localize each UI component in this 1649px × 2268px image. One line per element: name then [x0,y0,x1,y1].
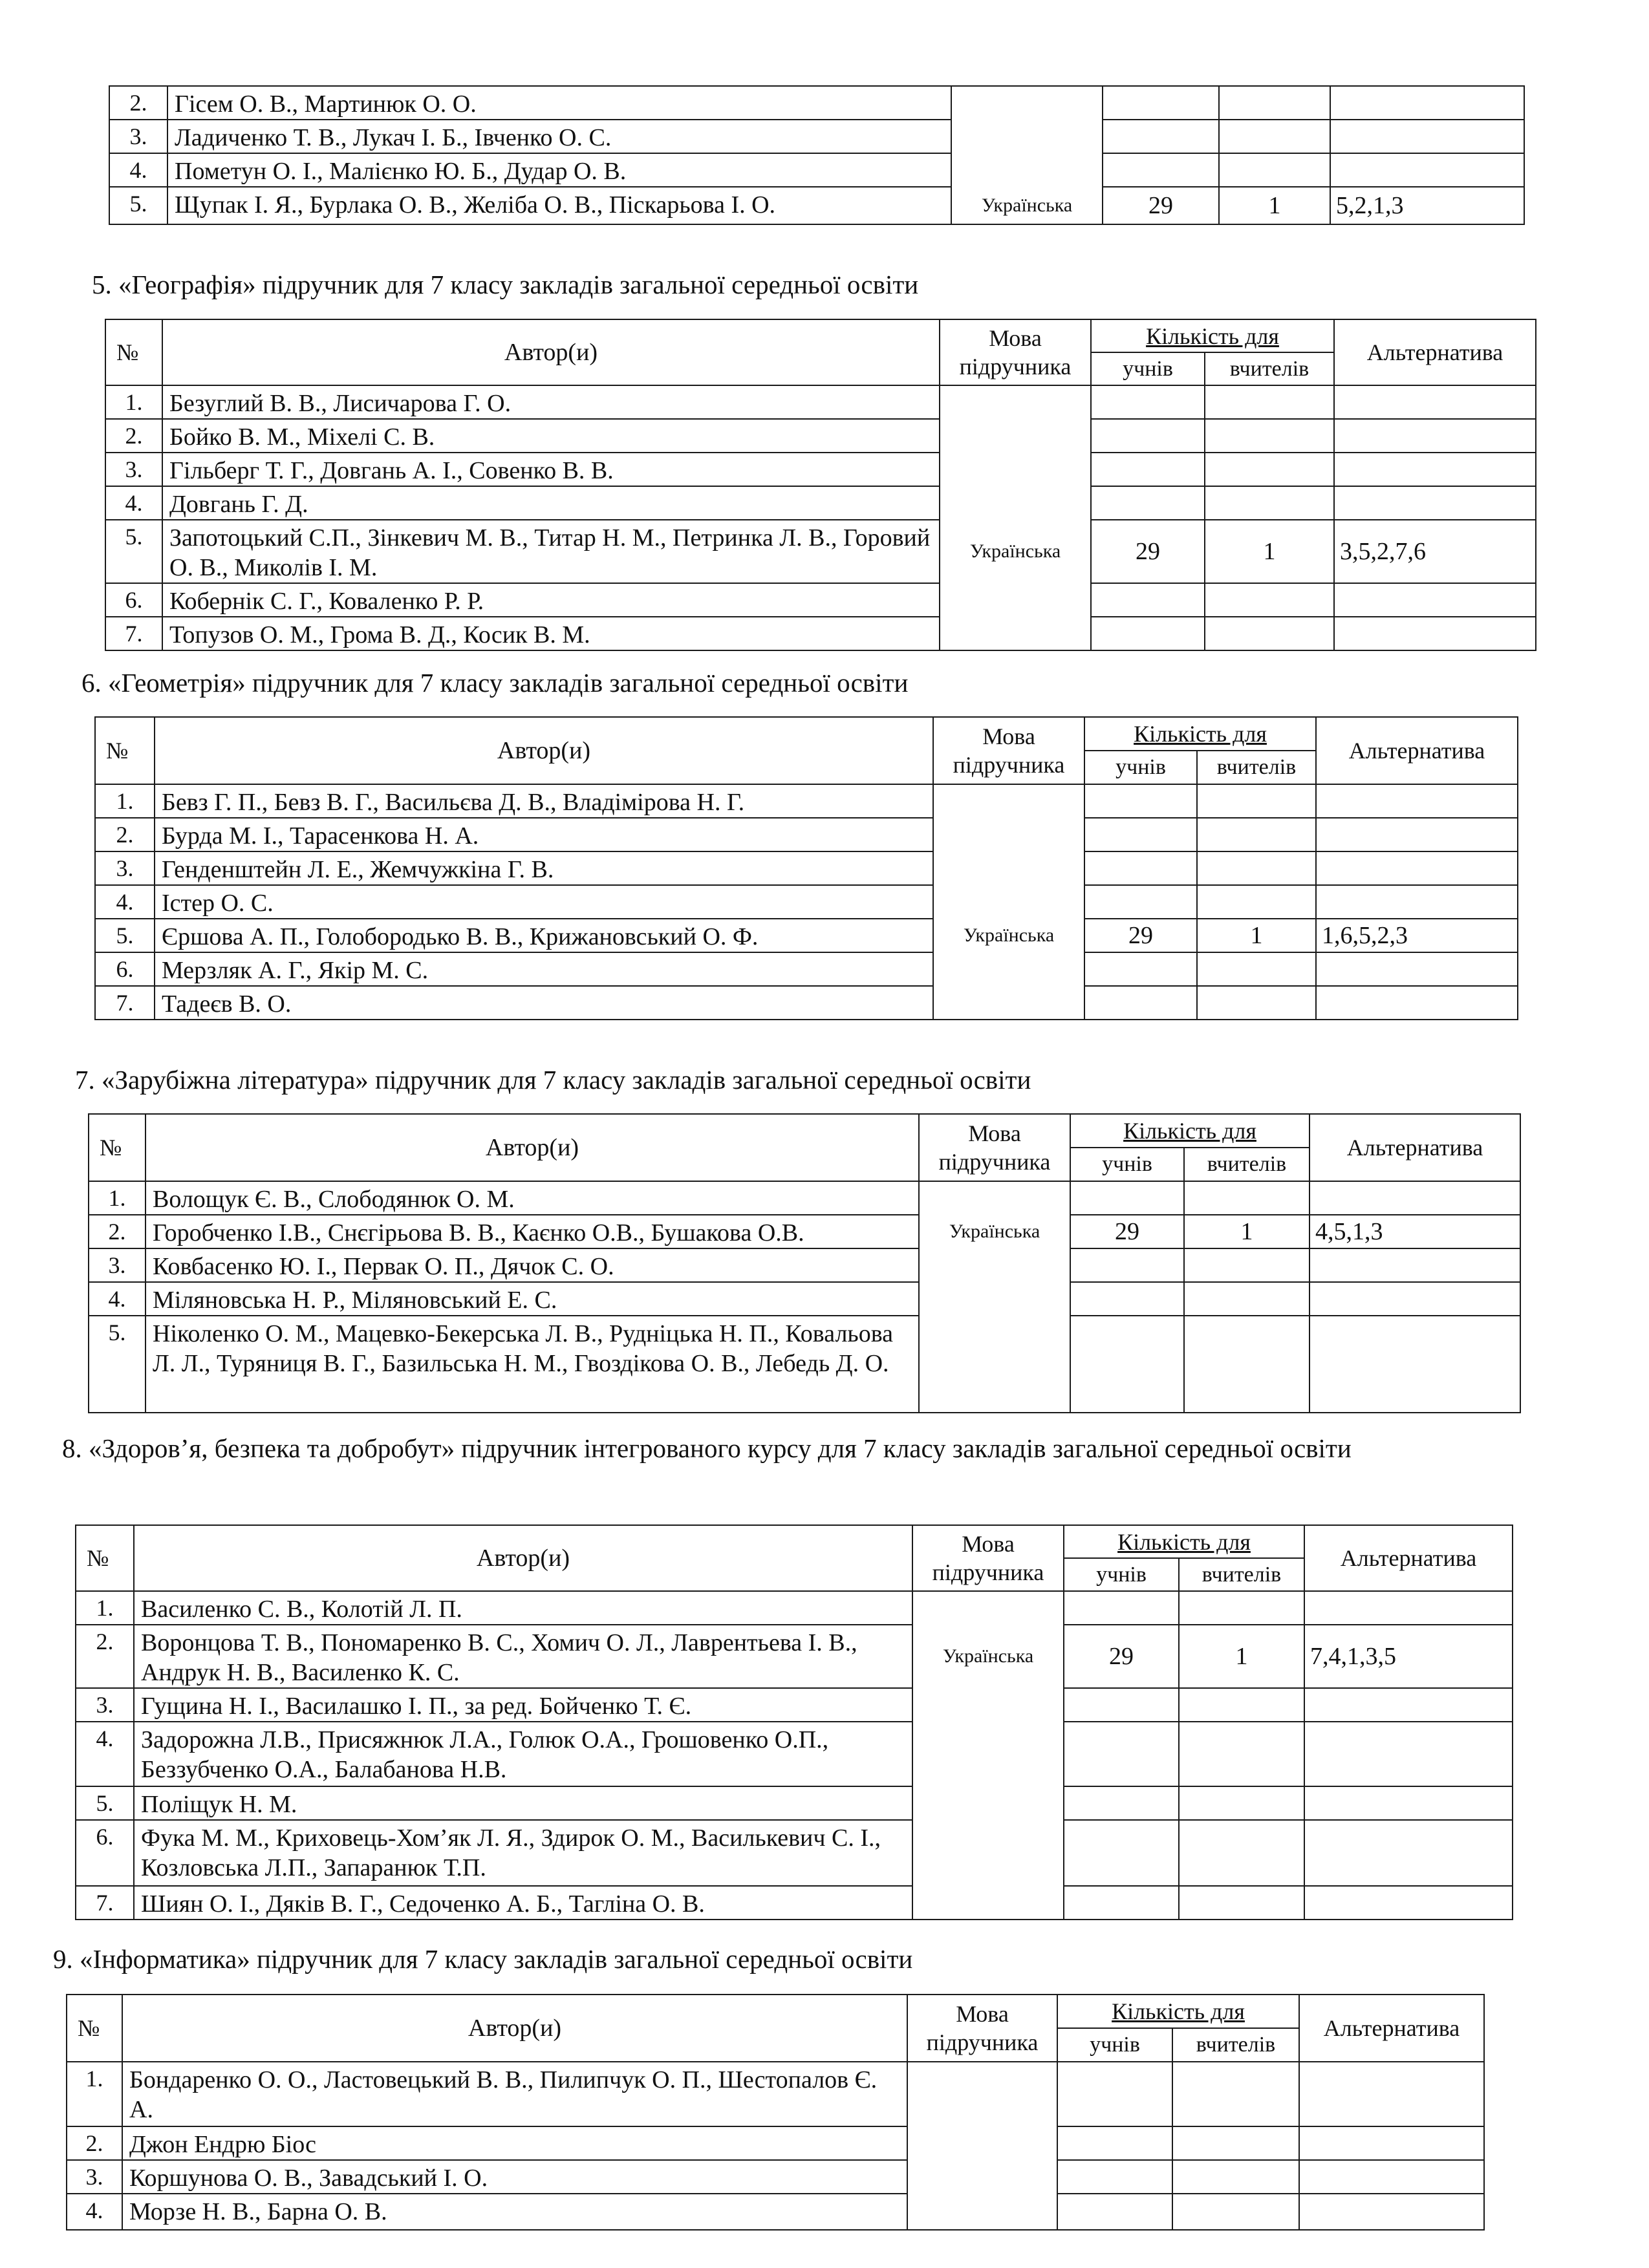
row-number: 4. [95,885,155,919]
pupils-cell [1057,2126,1172,2160]
row-number: 2. [67,2126,122,2160]
author-cell: Шиян О. І., Дяків В. Г., Седоченко А. Б., Тагліна О. В. [134,1886,912,1920]
alternative-cell [1330,153,1524,187]
teachers-cell [1184,1248,1310,1282]
language-cell: Українська [919,1215,1070,1248]
alternative-cell [1334,419,1536,453]
author-cell: Тадеєв В. О. [155,986,933,1020]
teachers-cell [1197,784,1316,818]
table-row [67,2160,1484,2194]
row-number: 1. [67,2062,122,2126]
teachers-cell [1184,1316,1310,1413]
table-row [105,453,1536,486]
row-number: 7. [105,617,162,650]
teachers-cell [1219,153,1330,187]
alternative-cell [1334,617,1536,650]
author-cell: Гісем О. В., Мартинюк О. О. [167,86,951,120]
language-cell [912,1722,1064,1786]
pupils-cell [1070,1248,1184,1282]
header-count: Кількість для [1070,1114,1310,1148]
header-alternative: Альтернатива [1334,319,1536,385]
table-row [95,952,1518,986]
pupils-cell: 29 [1070,1215,1184,1248]
table-row [95,919,1518,952]
header-author: Автор(и) [162,319,940,385]
language-cell: Українська [933,919,1084,952]
pupils-cell [1091,385,1205,419]
header-language: Мова підручника [912,1525,1064,1591]
author-cell: Бондаренко О. О., Ластовецький В. В., Пилипчук О. П., Шестопалов Є. А. [122,2062,907,2126]
header-pupils: учнів [1070,1148,1184,1181]
language-cell [907,2194,1057,2230]
alternative-cell [1304,1722,1513,1786]
language-cell [907,2126,1057,2160]
header-teachers: вчителів [1197,751,1316,784]
pupils-cell [1091,453,1205,486]
teachers-cell [1179,1820,1304,1886]
alternative-cell [1299,2160,1484,2194]
row-number: 4. [89,1282,146,1316]
table-row [89,1282,1520,1316]
author-cell: Мерзляк А. Г., Якір М. С. [155,952,933,986]
language-cell [912,1591,1064,1625]
header-count: Кількість для [1064,1525,1304,1558]
table-row [109,153,1524,187]
language-cell [933,952,1084,986]
header-row [67,1995,1484,2028]
author-cell: Ніколенко О. М., Мацевко-Бекерська Л. В., Рудніцька Н. П., Ковальова Л. Л., Туряниця В. Г., Базильська Н. М., Гвоздікова О. В., Лебедь Д. О. [146,1316,919,1413]
table-row [67,2126,1484,2160]
alternative-cell: 3,5,2,7,6 [1334,520,1536,583]
header-count: Кількість для [1091,319,1334,352]
table-row [67,2062,1484,2126]
pupils-cell [1103,86,1219,120]
author-cell: Джон Ендрю Біос [122,2126,907,2160]
teachers-cell [1172,2160,1299,2194]
header-author: Автор(и) [134,1525,912,1591]
section-title: 7. «Зарубіжна література» підручник для 7 класу закладів загальної середньої освіти [75,1065,1031,1095]
row-number: 2. [89,1215,146,1248]
header-alternative: Альтернатива [1310,1114,1520,1181]
table-row [105,520,1536,583]
pupils-cell [1084,818,1197,851]
author-cell: Щупак І. Я., Бурлака О. В., Желіба О. В., Піскарьова І. О. [167,187,951,224]
alternative-cell [1334,583,1536,617]
teachers-cell [1197,952,1316,986]
teachers-cell [1184,1282,1310,1316]
header-row [95,717,1518,751]
table-row [76,1688,1513,1722]
textbook-table [105,319,1536,651]
teachers-cell [1197,851,1316,885]
teachers-cell [1197,818,1316,851]
row-number: 5. [109,187,167,224]
pupils-cell [1064,1820,1179,1886]
alternative-cell: 5,2,1,3 [1330,187,1524,224]
pupils-cell [1057,2062,1172,2126]
row-number: 5. [89,1316,146,1413]
alternative-cell [1304,1886,1513,1920]
language-cell [907,2160,1057,2194]
pupils-cell [1091,486,1205,520]
language-cell [919,1181,1070,1215]
alternative-cell [1316,818,1518,851]
table-row [76,1786,1513,1820]
teachers-cell [1179,1591,1304,1625]
textbook-table [75,1524,1513,1920]
row-number: 7. [76,1886,134,1920]
header-num: № [105,319,162,385]
pupils-cell [1091,583,1205,617]
table-row [89,1248,1520,1282]
language-cell [919,1282,1070,1316]
language-cell [940,583,1091,617]
table-row [109,187,1524,224]
row-number: 5. [76,1786,134,1820]
author-cell: Поліщук Н. М. [134,1786,912,1820]
language-cell [907,2062,1057,2126]
table-row [89,1181,1520,1215]
alternative-cell [1310,1316,1520,1413]
table-row [105,583,1536,617]
header-num: № [67,1995,122,2062]
teachers-cell [1197,986,1316,1020]
table-row [76,1722,1513,1786]
alternative-cell [1304,1820,1513,1886]
table-row [76,1625,1513,1688]
row-number: 3. [76,1688,134,1722]
language-cell [940,486,1091,520]
alternative-cell [1316,952,1518,986]
language-cell: Українська [951,187,1103,224]
header-row [89,1114,1520,1148]
table-row [76,1886,1513,1920]
table-row [76,1591,1513,1625]
teachers-cell [1172,2194,1299,2230]
author-cell: Ковбасенко Ю. І., Первак О. П., Дячок С. О. [146,1248,919,1282]
row-number: 2. [76,1625,134,1688]
table-row [95,885,1518,919]
row-number: 1. [95,784,155,818]
table-row [95,818,1518,851]
language-cell: Українська [940,520,1091,583]
author-cell: Волощук Є. В., Слободянюк О. М. [146,1181,919,1215]
header-author: Автор(и) [155,717,933,784]
author-cell: Горобченко І.В., Снєгірьова В. В., Каєнко О.В., Бушакова О.В. [146,1215,919,1248]
header-author: Автор(и) [122,1995,907,2062]
table-row [89,1316,1520,1413]
author-cell: Ладиченко Т. В., Лукач І. Б., Івченко О. С. [167,120,951,153]
author-cell: Топузов О. М., Грома В. Д., Косик В. М. [162,617,940,650]
author-cell: Єршова А. П., Голобородько В. В., Крижановський О. Ф. [155,919,933,952]
author-cell: Гущина Н. І., Василашко І. П., за ред. Бойченко Т. Є. [134,1688,912,1722]
language-cell [912,1820,1064,1886]
teachers-cell [1179,1688,1304,1722]
language-cell [933,986,1084,1020]
author-cell: Кобернік С. Г., Коваленко Р. Р. [162,583,940,617]
pupils-cell [1084,784,1197,818]
table-row [105,419,1536,453]
pupils-cell [1091,617,1205,650]
header-pupils: учнів [1091,352,1205,385]
row-number: 2. [105,419,162,453]
header-teachers: вчителів [1172,2028,1299,2062]
pupils-cell [1064,1688,1179,1722]
table-row [95,986,1518,1020]
row-number: 3. [105,453,162,486]
row-number: 4. [76,1722,134,1786]
row-number: 3. [67,2160,122,2194]
teachers-cell: 1 [1184,1215,1310,1248]
alternative-cell [1310,1181,1520,1215]
language-cell [951,86,1103,120]
teachers-cell: 1 [1205,520,1334,583]
section-title: 8. «Здоров’я, безпека та добробут» підручник інтегрованого курсу для 7 класу закладів загальної середньої освіти [62,1433,1352,1463]
author-cell: Бевз Г. П., Бевз В. Г., Васильєва Д. В., Владімірова Н. Г. [155,784,933,818]
row-number: 4. [67,2194,122,2230]
language-cell [951,120,1103,153]
alternative-cell [1334,385,1536,419]
alternative-cell [1310,1282,1520,1316]
teachers-cell: 1 [1179,1625,1304,1688]
pupils-cell [1064,1886,1179,1920]
language-cell [933,885,1084,919]
header-teachers: вчителів [1205,352,1334,385]
row-number: 3. [95,851,155,885]
row-number: 2. [109,86,167,120]
author-cell: Василенко С. В., Колотій Л. П. [134,1591,912,1625]
author-cell: Фука М. М., Криховець-Хом’як Л. Я., Здирок О. М., Василькевич С. І., Козловська Л.П., Запаранюк Т.П. [134,1820,912,1886]
section-title: 5. «Географія» підручник для 7 класу закладів загальної середньої освіти [92,270,919,299]
textbook-table [94,716,1518,1020]
teachers-cell [1184,1181,1310,1215]
alternative-cell [1299,2194,1484,2230]
row-number: 5. [105,520,162,583]
header-alternative: Альтернатива [1299,1995,1484,2062]
pupils-cell: 29 [1064,1625,1179,1688]
pupils-cell [1057,2160,1172,2194]
header-language: Мова підручника [907,1995,1057,2062]
teachers-cell: 1 [1219,187,1330,224]
row-number: 1. [89,1181,146,1215]
table-row [105,486,1536,520]
pupils-cell: 29 [1084,919,1197,952]
pupils-cell [1070,1282,1184,1316]
section-title: 9. «Інформатика» підручник для 7 класу закладів загальної середньої освіти [53,1944,913,1974]
alternative-cell [1316,851,1518,885]
language-cell [940,385,1091,419]
language-cell [912,1886,1064,1920]
table-row [109,86,1524,120]
header-teachers: вчителів [1184,1148,1310,1181]
alternative-cell [1304,1591,1513,1625]
textbook-table [88,1113,1521,1413]
pupils-cell [1084,952,1197,986]
teachers-cell [1205,453,1334,486]
alternative-cell [1316,885,1518,919]
teachers-cell [1219,86,1330,120]
alternative-cell: 1,6,5,2,3 [1316,919,1518,952]
table-row [105,617,1536,650]
pupils-cell [1070,1316,1184,1413]
alternative-cell [1334,453,1536,486]
author-cell: Коршунова О. В., Завадський І. О. [122,2160,907,2194]
pupils-cell [1064,1722,1179,1786]
table-row [95,784,1518,818]
pupils-cell [1064,1786,1179,1820]
language-cell [933,784,1084,818]
table-row [95,851,1518,885]
teachers-cell [1172,2062,1299,2126]
teachers-cell [1197,885,1316,919]
alternative-cell [1330,86,1524,120]
row-number: 1. [105,385,162,419]
row-number: 3. [89,1248,146,1282]
header-row [76,1525,1513,1558]
alternative-cell: 7,4,1,3,5 [1304,1625,1513,1688]
alternative-cell [1316,784,1518,818]
pupils-cell [1057,2194,1172,2230]
author-cell: Безуглий В. В., Лисичарова Г. О. [162,385,940,419]
alternative-cell: 4,5,1,3 [1310,1215,1520,1248]
row-number: 7. [95,986,155,1020]
row-number: 6. [76,1820,134,1886]
author-cell: Гільберг Т. Г., Довгань А. І., Совенко В. В. [162,453,940,486]
teachers-cell [1179,1886,1304,1920]
author-cell: Пометун О. І., Малієнко Ю. Б., Дудар О. В. [167,153,951,187]
header-author: Автор(и) [146,1114,919,1181]
header-num: № [76,1525,134,1591]
teachers-cell [1205,617,1334,650]
pupils-cell [1064,1591,1179,1625]
language-cell [919,1248,1070,1282]
teachers-cell: 1 [1197,919,1316,952]
row-number: 5. [95,919,155,952]
author-cell: Істер О. С. [155,885,933,919]
teachers-cell [1205,385,1334,419]
author-cell: Бойко В. М., Міхелі С. В. [162,419,940,453]
alternative-cell [1299,2126,1484,2160]
language-cell [933,851,1084,885]
teachers-cell [1219,120,1330,153]
teachers-cell [1179,1786,1304,1820]
author-cell: Задорожна Л.В., Присяжнюк Л.А., Голюк О.А., Грошовенко О.П., Беззубченко О.А., Балабанова Н.В. [134,1722,912,1786]
pupils-cell [1103,120,1219,153]
row-number: 6. [95,952,155,986]
author-cell: Міляновська Н. Р., Міляновський Е. С. [146,1282,919,1316]
pupils-cell: 29 [1091,520,1205,583]
author-cell: Воронцова Т. В., Пономаренко В. С., Хомич О. Л., Лаврентьева І. В., Андрук Н. В., Василенко К. С. [134,1625,912,1688]
pupils-cell [1084,986,1197,1020]
author-cell: Генденштейн Л. Е., Жемчужкіна Г. В. [155,851,933,885]
alternative-cell [1310,1248,1520,1282]
pupils-cell: 29 [1103,187,1219,224]
header-pupils: учнів [1084,751,1197,784]
teachers-cell [1205,486,1334,520]
row-number: 3. [109,120,167,153]
row-number: 1. [76,1591,134,1625]
header-row [105,319,1536,352]
language-cell [912,1688,1064,1722]
header-pupils: учнів [1064,1558,1179,1591]
pupils-cell [1084,885,1197,919]
header-alternative: Альтернатива [1304,1525,1513,1591]
language-cell [940,453,1091,486]
row-number: 2. [95,818,155,851]
pupils-cell [1091,419,1205,453]
alternative-cell [1304,1786,1513,1820]
alternative-cell [1330,120,1524,153]
author-cell: Довгань Г. Д. [162,486,940,520]
language-cell [951,153,1103,187]
pupils-cell [1070,1181,1184,1215]
row-number: 4. [105,486,162,520]
language-cell [940,617,1091,650]
header-count: Кількість для [1057,1995,1299,2028]
header-num: № [89,1114,146,1181]
teachers-cell [1179,1722,1304,1786]
language-cell [919,1316,1070,1413]
table-row [105,385,1536,419]
teachers-cell [1172,2126,1299,2160]
header-language: Мова підручника [940,319,1091,385]
teachers-cell [1205,583,1334,617]
header-teachers: вчителів [1179,1558,1304,1591]
alternative-cell [1316,986,1518,1020]
alternative-cell [1299,2062,1484,2126]
table-row [76,1820,1513,1886]
alternative-cell [1334,486,1536,520]
row-number: 4. [109,153,167,187]
language-cell [933,818,1084,851]
table-row [67,2194,1484,2230]
section-title: 6. «Геометрія» підручник для 7 класу закладів загальної середньої освіти [81,668,909,698]
header-language: Мова підручника [919,1114,1070,1181]
textbook-table [109,85,1525,225]
alternative-cell [1304,1688,1513,1722]
row-number: 6. [105,583,162,617]
teachers-cell [1205,419,1334,453]
author-cell: Бурда М. І., Тарасенкова Н. А. [155,818,933,851]
textbook-table [66,1994,1485,2231]
header-count: Кількість для [1084,717,1316,751]
language-cell [912,1786,1064,1820]
header-alternative: Альтернатива [1316,717,1518,784]
pupils-cell [1103,153,1219,187]
author-cell: Морзе Н. В., Барна О. В. [122,2194,907,2230]
header-language: Мова підручника [933,717,1084,784]
author-cell: Запотоцький С.П., Зінкевич М. В., Титар Н. М., Петринка Л. В., Горовий О. В., Миколів І. М. [162,520,940,583]
language-cell [940,419,1091,453]
table-row [89,1215,1520,1248]
table-row [109,120,1524,153]
language-cell: Українська [912,1625,1064,1688]
header-pupils: учнів [1057,2028,1172,2062]
header-num: № [95,717,155,784]
pupils-cell [1084,851,1197,885]
